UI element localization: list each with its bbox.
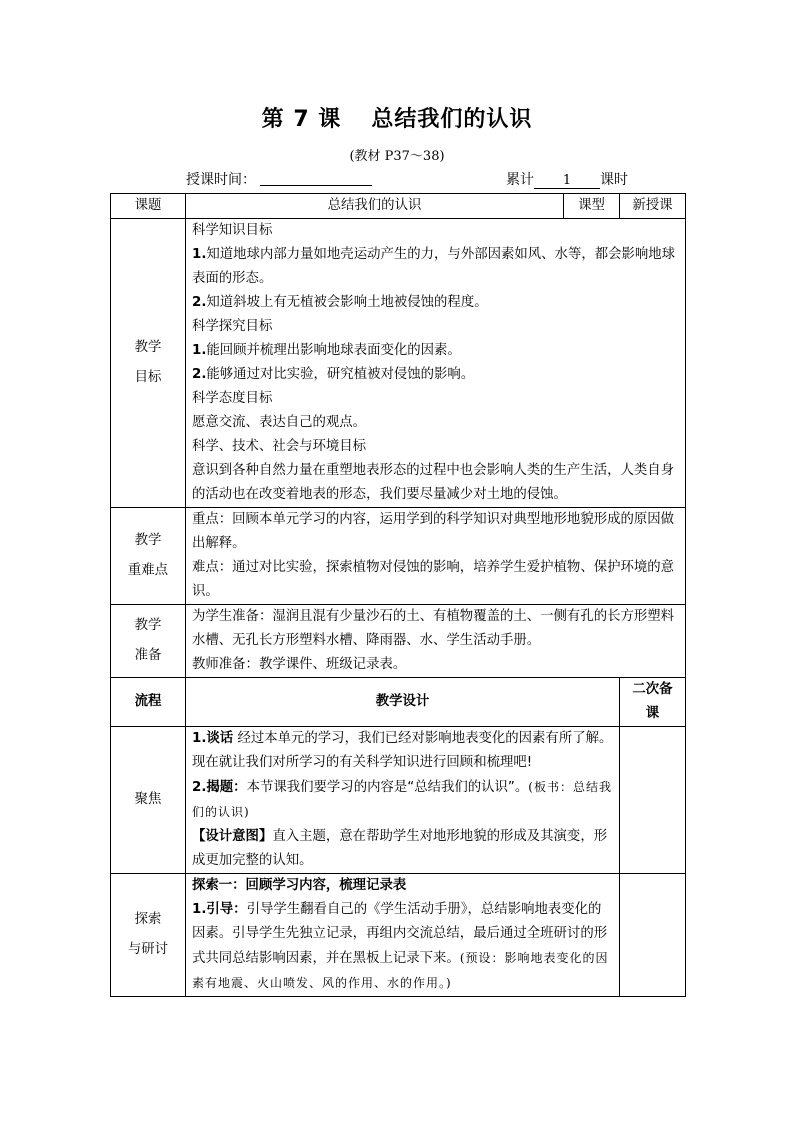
inquiry-item-2: 2.能够通过对比实验，研究植被对侵蚀的影响。	[192, 367, 475, 382]
page-title	[0, 102, 794, 133]
focus-second-prep	[620, 727, 686, 874]
preparation-row	[111, 605, 686, 678]
objectives-row	[111, 219, 686, 508]
explore-title: 探索一：回顾学习内容，梳理记录表	[192, 878, 407, 893]
topic-row	[111, 194, 686, 219]
topic-label: 课题	[111, 194, 186, 219]
teaching-time-label: 授课时间：	[186, 172, 256, 188]
inquiry-title: 科学探究目标	[192, 319, 273, 334]
key-points-content	[186, 508, 686, 605]
explore-content	[186, 874, 620, 997]
design-label: 教学设计	[186, 678, 620, 727]
teaching-time	[186, 169, 372, 189]
focus-content	[186, 727, 620, 874]
knowledge-item-2: 2.知道斜坡上有无植被会影响土地被侵蚀的程度。	[192, 295, 488, 310]
count-unit: 课时	[600, 172, 628, 188]
flow-header-row	[111, 678, 686, 727]
key-points-row	[111, 508, 686, 605]
attitude-title: 科学态度目标	[192, 391, 273, 406]
student-preparation: 为学生准备：湿润且混有少量沙石的土、有植物覆盖的土、一侧有孔的长方形塑料水槽、无孔长方形塑料水槽、降雨器、水、学生活动手册。	[192, 609, 675, 648]
count-value: 1	[534, 173, 600, 189]
second-prep-label: 二次备课	[620, 678, 686, 727]
focus-row	[111, 727, 686, 874]
preparation-content	[186, 605, 686, 678]
textbook-pages: (教材 P37～38)	[349, 149, 445, 164]
lesson-plan-table	[110, 193, 686, 997]
count-label: 累计	[506, 172, 534, 188]
difficult-point: 难点：通过对比实验，探索植物对侵蚀的影响，培养学生爱护植物、保护环境的意识。	[192, 560, 675, 599]
knowledge-title: 科学知识目标	[192, 223, 273, 238]
preparation-label: 教学 准备	[111, 605, 186, 678]
attitude-item: 愿意交流、表达自己的观点。	[192, 415, 367, 430]
topic-value: 总结我们的认识	[186, 194, 564, 219]
teacher-preparation: 教师准备：教学课件、班级记录表。	[192, 657, 407, 672]
focus-design-intent: 【设计意图】直入主题，意在帮助学生对地形地貌的形成及其演变，形成更加完整的认知。	[192, 829, 608, 868]
focus-label: 聚焦	[111, 727, 186, 874]
explore-item-1: 1.引导：引导学生翻看自己的《学生活动手册》，总结影响地表变化的因素。引导学生先独立记录，再组内交流总结，最后通过全班研讨的形式共同总结影响因素，并在黑板上记录下来。(预设：影响地表变化的因素有地震、火山喷发、风的作用、水的作用。)	[192, 902, 609, 990]
knowledge-item-1: 1.知道地球内部力量如地壳运动产生的力，与外部因素如风、水等，都会影响地球表面的形态。	[192, 247, 676, 286]
focus-item-2: 2.揭题：本节课我们要学习的内容是“总结我们的认识”。(板书：总结我们的认识)	[192, 780, 612, 819]
inquiry-item-1: 1.能回顾并梳理出影响地球表面变化的因素。	[192, 343, 461, 358]
explore-label: 探索 与研讨	[111, 874, 186, 997]
flow-label: 流程	[111, 678, 186, 727]
sts-title: 科学、技术、社会与环境目标	[192, 439, 367, 454]
focus-item-1: 1.谈话 经过本单元的学习，我们已经对影响地表变化的因素有所了解。现在就让我们对所学习的有关科学知识进行回顾和梳理吧!	[192, 731, 613, 770]
explore-second-prep	[620, 874, 686, 997]
teaching-time-blank	[260, 171, 372, 186]
lesson-number: 第 7 课	[261, 107, 342, 132]
objectives-label: 教学 目标	[111, 219, 186, 508]
objectives-content	[186, 219, 686, 508]
focus-point: 重点：回顾本单元学习的内容，运用学到的科学知识对典型地形地貌形成的原因做出解释。	[192, 512, 675, 551]
type-value: 新授课	[620, 194, 686, 219]
period-count	[506, 169, 628, 189]
key-points-label: 教学 重难点	[111, 508, 186, 605]
lesson-name: 总结我们的认识	[371, 107, 533, 132]
sts-item: 意识到各种自然力量在重塑地表形态的过程中也会影响人类的生产生活，人类自身的活动也在改变着地表的形态，我们要尽量减少对土地的侵蚀。	[192, 463, 675, 502]
type-label: 课型	[564, 194, 620, 219]
explore-row	[111, 874, 686, 997]
meta-row	[186, 169, 656, 189]
